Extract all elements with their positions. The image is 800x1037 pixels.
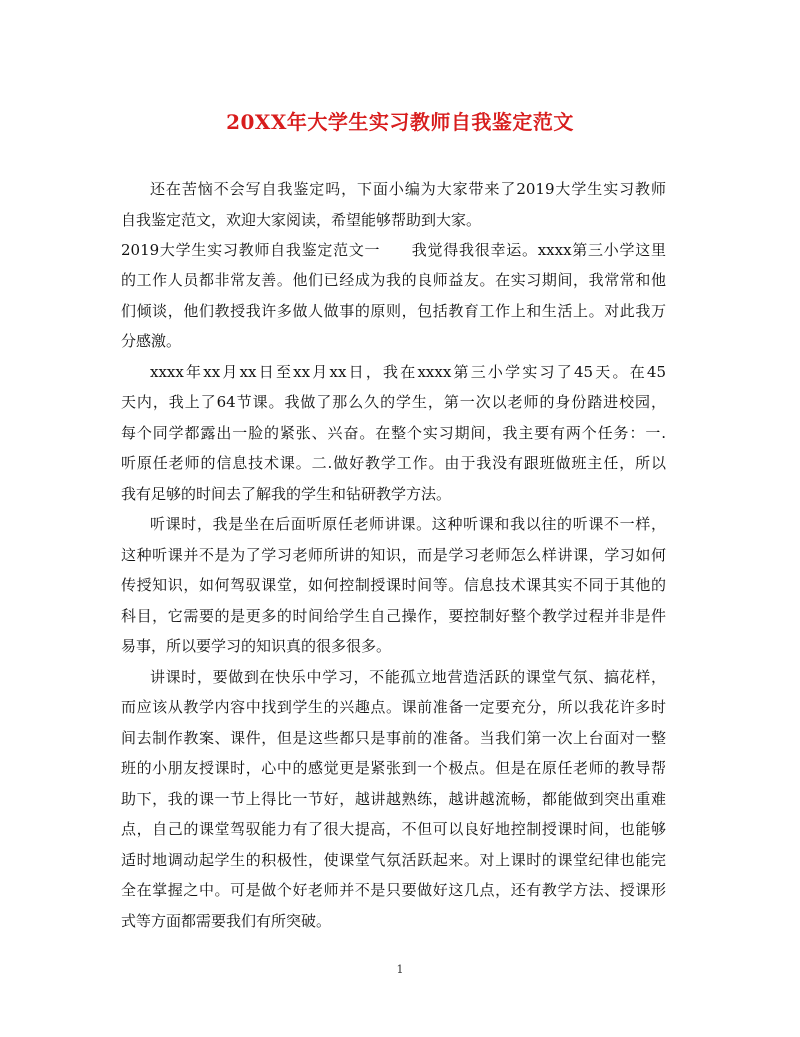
paragraph-line: 传授知识，如何驾驭课堂，如何控制授课时间等。信息技术课其实不同于其他的: [121, 576, 666, 594]
paragraph-line: 易事，所以要学习的知识真的很多很多。: [121, 637, 392, 655]
paragraph-line: 自我鉴定范文，欢迎大家阅读，希望能够帮助到大家。: [121, 211, 482, 229]
page-number: 1: [396, 963, 404, 976]
paragraph-line: 我有足够的时间去了解我的学生和钻研教学方法。: [121, 485, 452, 503]
document-title: 20XX年大学生实习教师自我鉴定范文: [226, 110, 574, 134]
paragraph-line: 天内，我上了64节课。我做了那么久的学生，第一次以老师的身份踏进校园，: [121, 393, 666, 411]
paragraph-line: 全在掌握之中。可是做个好老师并不是只要做好这几点，还有教学方法、授课形: [121, 881, 666, 899]
paragraph-line: 还在苦恼不会写自我鉴定吗，下面小编为大家带来了2019大学生实习教师: [150, 180, 666, 198]
paragraph-line: 的工作人员都非常友善。他们已经成为我的良师益友。在实习期间，我常常和他: [121, 271, 666, 289]
paragraph-line: 们倾谈，他们教授我许多做人做事的原则，包括教育工作上和生活上。对此我万: [121, 302, 666, 320]
paragraph-line: 2019大学生实习教师自我鉴定范文一 我觉得我很幸运。xxxx第三小学这里: [121, 241, 666, 259]
paragraph-line: 听原任老师的信息技术课。二.做好教学工作。由于我没有跟班做班主任，所以: [121, 454, 666, 472]
paragraph-line: 听课时，我是坐在后面听原任老师讲课。这种听课和我以往的听课不一样，: [150, 515, 666, 533]
paragraph-line: xxxx年xx月xx日至xx月xx日，我在xxxx第三小学实习了45天。在45: [150, 363, 666, 381]
paragraph-line: 这种听课并不是为了学习老师所讲的知识，而是学习老师怎么样讲课，学习如何: [121, 546, 666, 564]
paragraph-line: 式等方面都需要我们有所突破。: [121, 912, 332, 930]
paragraph-line: 点，自己的课堂驾驭能力有了很大提高，不但可以良好地控制授课时间，也能够: [121, 820, 666, 838]
paragraph-line: 每个同学都露出一脸的紧张、兴奋。在整个实习期间，我主要有两个任务：一.: [121, 424, 666, 442]
paragraph-line: 班的小朋友授课时，心中的感觉更是紧张到一个极点。但是在原任老师的教导帮: [121, 759, 666, 777]
paragraph-line: 适时地调动起学生的积极性，使课堂气氛活跃起来。对上课时的课堂纪律也能完: [121, 851, 666, 869]
paragraph-line: 讲课时，要做到在快乐中学习，不能孤立地营造活跃的课堂气氛、搞花样，: [150, 668, 666, 686]
paragraph-line: 科目，它需要的是更多的时间给学生自己操作，要控制好整个教学过程并非是件: [121, 607, 666, 625]
paragraph-line: 而应该从教学内容中找到学生的兴趣点。课前准备一定要充分，所以我花许多时: [121, 698, 666, 716]
paragraph-line: 间去制作教案、课件，但是这些都只是事前的准备。当我们第一次上台面对一整: [121, 729, 666, 747]
paragraph-line: 分感激。: [121, 332, 182, 350]
paragraph-line: 助下，我的课一节上得比一节好，越讲越熟练，越讲越流畅，都能做到突出重难: [121, 790, 666, 808]
